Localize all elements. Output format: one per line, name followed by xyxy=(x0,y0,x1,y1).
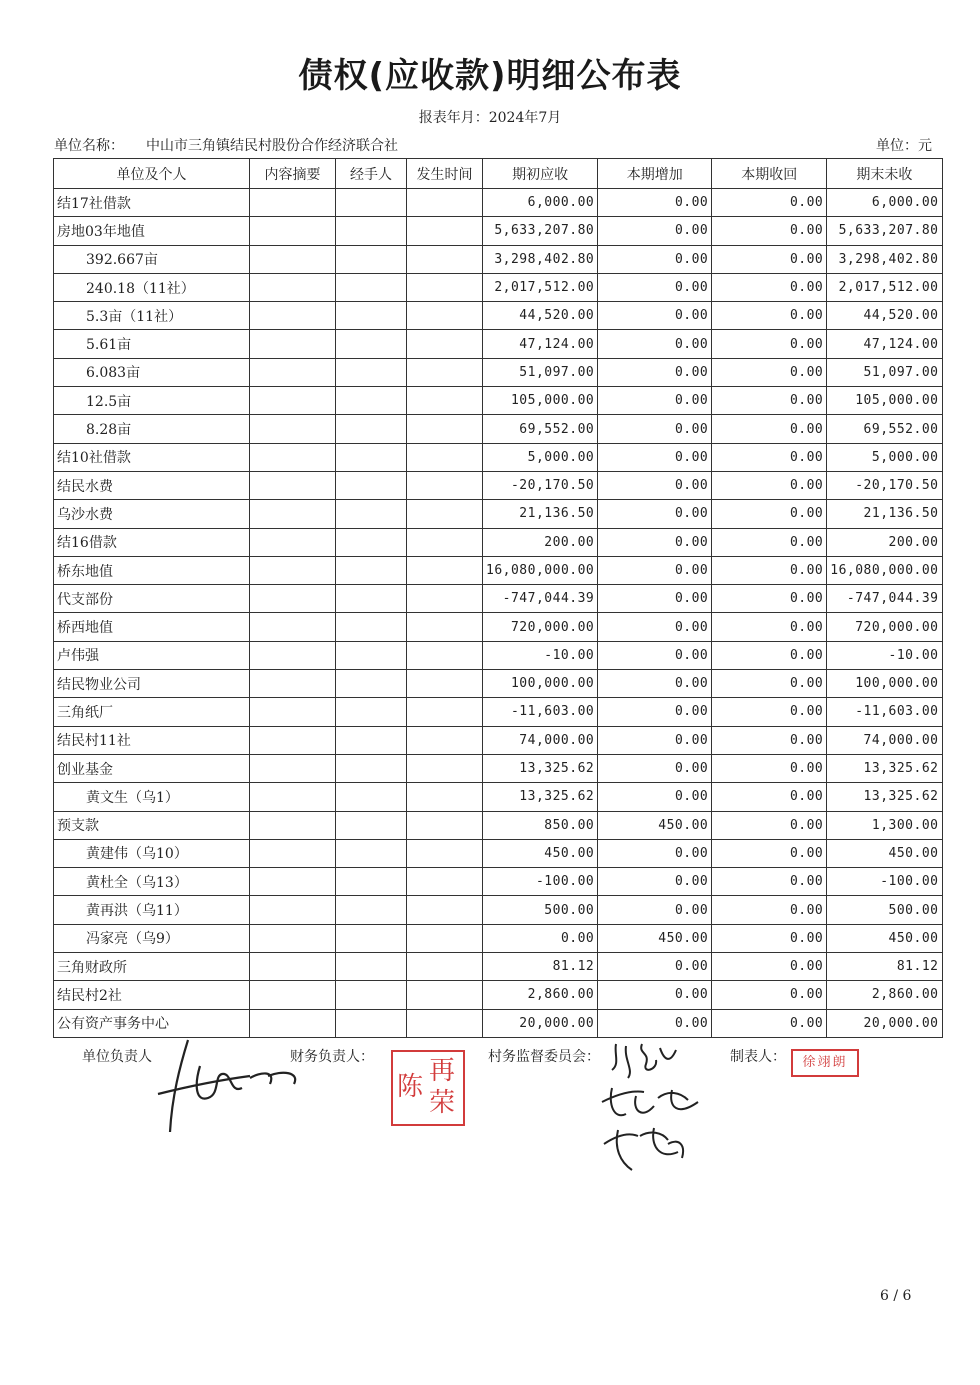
table-row xyxy=(54,387,943,415)
recovered-cell: 0.00 xyxy=(712,189,827,217)
summary-cell xyxy=(250,981,336,1009)
increase-cell: 0.00 xyxy=(598,556,712,584)
row-name-cell: 392.667亩 xyxy=(54,245,250,273)
row-name-cell: 代支部份 xyxy=(54,585,250,613)
handler-cell xyxy=(336,273,407,301)
increase-cell: 0.00 xyxy=(598,641,712,669)
date-cell xyxy=(407,783,483,811)
handler-cell xyxy=(336,245,407,273)
date-cell xyxy=(407,302,483,330)
recovered-cell: 0.00 xyxy=(712,387,827,415)
table-row xyxy=(54,217,943,245)
handler-cell xyxy=(336,811,407,839)
date-cell xyxy=(407,330,483,358)
handler-cell xyxy=(336,641,407,669)
opening-balance-cell: -100.00 xyxy=(483,868,598,896)
opening-balance-cell: 5,000.00 xyxy=(483,443,598,471)
increase-cell: 0.00 xyxy=(598,1009,712,1037)
opening-balance-cell: -11,603.00 xyxy=(483,698,598,726)
increase-cell: 0.00 xyxy=(598,613,712,641)
row-name-cell: 预支款 xyxy=(54,811,250,839)
increase-cell: 0.00 xyxy=(598,302,712,330)
handler-cell xyxy=(336,471,407,499)
table-row xyxy=(54,754,943,782)
row-name-cell: 三角纸厂 xyxy=(54,698,250,726)
opening-balance-cell: 3,298,402.80 xyxy=(483,245,598,273)
handler-cell xyxy=(336,726,407,754)
closing-balance-cell: 200.00 xyxy=(827,528,942,556)
page-title: 债权(应收款)明细公布表 xyxy=(298,56,682,96)
opening-balance-cell: 100,000.00 xyxy=(483,670,598,698)
row-name-cell: 8.28亩 xyxy=(54,415,250,443)
increase-cell: 0.00 xyxy=(598,953,712,981)
date-cell xyxy=(407,415,483,443)
closing-balance-cell: 2,860.00 xyxy=(827,981,942,1009)
recovered-cell: 0.00 xyxy=(712,500,827,528)
date-cell xyxy=(407,387,483,415)
date-cell xyxy=(407,358,483,386)
column-header: 经手人 xyxy=(336,159,407,189)
closing-balance-cell: 450.00 xyxy=(827,839,942,867)
column-header: 发生时间 xyxy=(407,159,483,189)
summary-cell xyxy=(250,953,336,981)
table-row xyxy=(54,726,943,754)
increase-cell: 0.00 xyxy=(598,868,712,896)
recovered-cell: 0.00 xyxy=(712,415,827,443)
opening-balance-cell: -20,170.50 xyxy=(483,471,598,499)
closing-balance-cell: 16,080,000.00 xyxy=(827,556,942,584)
date-cell xyxy=(407,245,483,273)
recovered-cell: 0.00 xyxy=(712,217,827,245)
opening-balance-cell: 81.12 xyxy=(483,953,598,981)
closing-balance-cell: 47,124.00 xyxy=(827,330,942,358)
summary-cell xyxy=(250,387,336,415)
recovered-cell: 0.00 xyxy=(712,811,827,839)
date-cell xyxy=(407,613,483,641)
preparer-label: 制表人： xyxy=(730,1049,786,1065)
opening-balance-cell: 74,000.00 xyxy=(483,726,598,754)
handler-cell xyxy=(336,613,407,641)
summary-cell xyxy=(250,217,336,245)
table-row xyxy=(54,783,943,811)
table-header-row xyxy=(54,159,943,189)
closing-balance-cell: 3,298,402.80 xyxy=(827,245,942,273)
handler-cell xyxy=(336,896,407,924)
increase-cell: 0.00 xyxy=(598,358,712,386)
closing-balance-cell: 13,325.62 xyxy=(827,754,942,782)
date-cell xyxy=(407,839,483,867)
closing-balance-cell: 81.12 xyxy=(827,953,942,981)
row-name-cell: 创业基金 xyxy=(54,754,250,782)
date-cell xyxy=(407,528,483,556)
increase-cell: 0.00 xyxy=(598,387,712,415)
currency-unit: 单位：元 xyxy=(876,138,932,154)
summary-cell xyxy=(250,415,336,443)
opening-balance-cell: 2,017,512.00 xyxy=(483,273,598,301)
date-cell xyxy=(407,641,483,669)
summary-cell xyxy=(250,443,336,471)
handler-cell xyxy=(336,839,407,867)
table-row xyxy=(54,981,943,1009)
table-row xyxy=(54,330,943,358)
opening-balance-cell: 51,097.00 xyxy=(483,358,598,386)
recovered-cell: 0.00 xyxy=(712,443,827,471)
recovered-cell: 0.00 xyxy=(712,245,827,273)
date-cell xyxy=(407,189,483,217)
handler-cell xyxy=(336,698,407,726)
closing-balance-cell: 450.00 xyxy=(827,924,942,952)
increase-cell: 0.00 xyxy=(598,783,712,811)
increase-cell: 0.00 xyxy=(598,443,712,471)
increase-cell: 0.00 xyxy=(598,415,712,443)
unit-head-signature xyxy=(150,1036,310,1136)
increase-cell: 0.00 xyxy=(598,896,712,924)
summary-cell xyxy=(250,726,336,754)
closing-balance-cell: 105,000.00 xyxy=(827,387,942,415)
page-number: 6 / 6 xyxy=(880,1288,912,1304)
handler-cell xyxy=(336,387,407,415)
recovered-cell: 0.00 xyxy=(712,953,827,981)
summary-cell xyxy=(250,924,336,952)
row-name-cell: 结17社借款 xyxy=(54,189,250,217)
finance-head-label: 财务负责人： xyxy=(290,1049,374,1065)
handler-cell xyxy=(336,330,407,358)
closing-balance-cell: 2,017,512.00 xyxy=(827,273,942,301)
date-cell xyxy=(407,698,483,726)
closing-balance-cell: 500.00 xyxy=(827,896,942,924)
unit-info-line xyxy=(54,135,932,155)
row-name-cell: 房地03年地值 xyxy=(54,217,250,245)
table-row xyxy=(54,443,943,471)
closing-balance-cell: 20,000.00 xyxy=(827,1009,942,1037)
table-row xyxy=(54,273,943,301)
table-row xyxy=(54,839,943,867)
summary-cell xyxy=(250,1009,336,1037)
recovered-cell: 0.00 xyxy=(712,1009,827,1037)
opening-balance-cell: 5,633,207.80 xyxy=(483,217,598,245)
summary-cell xyxy=(250,189,336,217)
column-header: 本期增加 xyxy=(598,159,712,189)
opening-balance-cell: 850.00 xyxy=(483,811,598,839)
row-name-cell: 240.18（11社） xyxy=(54,273,250,301)
column-header: 期初应收 xyxy=(483,159,598,189)
summary-cell xyxy=(250,528,336,556)
row-name-cell: 卢伟强 xyxy=(54,641,250,669)
opening-balance-cell: 44,520.00 xyxy=(483,302,598,330)
recovered-cell: 0.00 xyxy=(712,670,827,698)
handler-cell xyxy=(336,924,407,952)
closing-balance-cell: 44,520.00 xyxy=(827,302,942,330)
date-cell xyxy=(407,896,483,924)
recovered-cell: 0.00 xyxy=(712,726,827,754)
summary-cell xyxy=(250,358,336,386)
closing-balance-cell: 100,000.00 xyxy=(827,670,942,698)
increase-cell: 0.00 xyxy=(598,698,712,726)
handler-cell xyxy=(336,868,407,896)
row-name-cell: 冯家亮（乌9） xyxy=(54,924,250,952)
closing-balance-cell: -10.00 xyxy=(827,641,942,669)
increase-cell: 0.00 xyxy=(598,839,712,867)
column-header: 内容摘要 xyxy=(250,159,336,189)
date-cell xyxy=(407,811,483,839)
summary-cell xyxy=(250,839,336,867)
handler-cell xyxy=(336,528,407,556)
increase-cell: 0.00 xyxy=(598,585,712,613)
row-name-cell: 结民物业公司 xyxy=(54,670,250,698)
recovered-cell: 0.00 xyxy=(712,556,827,584)
row-name-cell: 12.5亩 xyxy=(54,387,250,415)
supervision-label: 村务监督委员会： xyxy=(488,1049,600,1065)
row-name-cell: 结民村11社 xyxy=(54,726,250,754)
summary-cell xyxy=(250,641,336,669)
summary-cell xyxy=(250,471,336,499)
recovered-cell: 0.00 xyxy=(712,868,827,896)
handler-cell xyxy=(336,415,407,443)
date-cell xyxy=(407,726,483,754)
opening-balance-cell: 0.00 xyxy=(483,924,598,952)
row-name-cell: 桥东地值 xyxy=(54,556,250,584)
row-name-cell: 结10社借款 xyxy=(54,443,250,471)
closing-balance-cell: -20,170.50 xyxy=(827,471,942,499)
table-row xyxy=(54,528,943,556)
opening-balance-cell: -747,044.39 xyxy=(483,585,598,613)
summary-cell xyxy=(250,585,336,613)
recovered-cell: 0.00 xyxy=(712,528,827,556)
summary-cell xyxy=(250,670,336,698)
unit-head-label: 单位负责人 xyxy=(82,1049,152,1065)
row-name-cell: 黄建伟（乌10） xyxy=(54,839,250,867)
summary-cell xyxy=(250,896,336,924)
increase-cell: 0.00 xyxy=(598,528,712,556)
row-name-cell: 黄杜全（乌13） xyxy=(54,868,250,896)
summary-cell xyxy=(250,245,336,273)
recovered-cell: 0.00 xyxy=(712,273,827,301)
opening-balance-cell: -10.00 xyxy=(483,641,598,669)
handler-cell xyxy=(336,556,407,584)
opening-balance-cell: 500.00 xyxy=(483,896,598,924)
row-name-cell: 结民水费 xyxy=(54,471,250,499)
closing-balance-cell: 51,097.00 xyxy=(827,358,942,386)
summary-cell xyxy=(250,811,336,839)
recovered-cell: 0.00 xyxy=(712,783,827,811)
handler-cell xyxy=(336,217,407,245)
opening-balance-cell: 13,325.62 xyxy=(483,754,598,782)
closing-balance-cell: 69,552.00 xyxy=(827,415,942,443)
increase-cell: 0.00 xyxy=(598,670,712,698)
date-cell xyxy=(407,953,483,981)
date-cell xyxy=(407,1009,483,1037)
closing-balance-cell: -747,044.39 xyxy=(827,585,942,613)
closing-balance-cell: 6,000.00 xyxy=(827,189,942,217)
summary-cell xyxy=(250,783,336,811)
opening-balance-cell: 47,124.00 xyxy=(483,330,598,358)
table-row xyxy=(54,670,943,698)
table-row xyxy=(54,698,943,726)
date-cell xyxy=(407,924,483,952)
table-row xyxy=(54,868,943,896)
opening-balance-cell: 16,080,000.00 xyxy=(483,556,598,584)
column-header: 单位及个人 xyxy=(54,159,250,189)
date-cell xyxy=(407,500,483,528)
table-row xyxy=(54,500,943,528)
increase-cell: 0.00 xyxy=(598,981,712,1009)
increase-cell: 0.00 xyxy=(598,754,712,782)
handler-cell xyxy=(336,754,407,782)
table-row xyxy=(54,245,943,273)
row-name-cell: 结16借款 xyxy=(54,528,250,556)
closing-balance-cell: 74,000.00 xyxy=(827,726,942,754)
table-row xyxy=(54,556,943,584)
date-cell xyxy=(407,471,483,499)
opening-balance-cell: 2,860.00 xyxy=(483,981,598,1009)
summary-cell xyxy=(250,500,336,528)
recovered-cell: 0.00 xyxy=(712,981,827,1009)
table-row xyxy=(54,641,943,669)
handler-cell xyxy=(336,500,407,528)
unit-name: 中山市三角镇结民村股份合作经济联合社 xyxy=(146,138,398,154)
row-name-cell: 黄文生（乌1） xyxy=(54,783,250,811)
date-cell xyxy=(407,443,483,471)
row-name-cell: 5.3亩（11社） xyxy=(54,302,250,330)
row-name-cell: 桥西地值 xyxy=(54,613,250,641)
handler-cell xyxy=(336,1009,407,1037)
date-cell xyxy=(407,273,483,301)
closing-balance-cell: 21,136.50 xyxy=(827,500,942,528)
table-row xyxy=(54,415,943,443)
table-row xyxy=(54,585,943,613)
opening-balance-cell: 20,000.00 xyxy=(483,1009,598,1037)
preparer-seal: 徐翊朗 xyxy=(791,1049,859,1077)
recovered-cell: 0.00 xyxy=(712,471,827,499)
table-row xyxy=(54,189,943,217)
table-row xyxy=(54,924,943,952)
increase-cell: 0.00 xyxy=(598,471,712,499)
handler-cell xyxy=(336,670,407,698)
handler-cell xyxy=(336,189,407,217)
summary-cell xyxy=(250,302,336,330)
recovered-cell: 0.00 xyxy=(712,924,827,952)
opening-balance-cell: 200.00 xyxy=(483,528,598,556)
row-name-cell: 公有资产事务中心 xyxy=(54,1009,250,1037)
summary-cell xyxy=(250,868,336,896)
summary-cell xyxy=(250,613,336,641)
increase-cell: 0.00 xyxy=(598,273,712,301)
row-name-cell: 乌沙水费 xyxy=(54,500,250,528)
recovered-cell: 0.00 xyxy=(712,613,827,641)
summary-cell xyxy=(250,754,336,782)
increase-cell: 0.00 xyxy=(598,330,712,358)
row-name-cell: 黄再洪（乌11） xyxy=(54,896,250,924)
increase-cell: 0.00 xyxy=(598,245,712,273)
row-name-cell: 6.083亩 xyxy=(54,358,250,386)
table-row xyxy=(54,953,943,981)
summary-cell xyxy=(250,556,336,584)
handler-cell xyxy=(336,443,407,471)
recovered-cell: 0.00 xyxy=(712,641,827,669)
increase-cell: 0.00 xyxy=(598,726,712,754)
table-row xyxy=(54,1009,943,1037)
handler-cell xyxy=(336,358,407,386)
row-name-cell: 5.61亩 xyxy=(54,330,250,358)
table-row xyxy=(54,471,943,499)
column-header: 本期收回 xyxy=(712,159,827,189)
increase-cell: 0.00 xyxy=(598,500,712,528)
opening-balance-cell: 450.00 xyxy=(483,839,598,867)
recovered-cell: 0.00 xyxy=(712,358,827,386)
recovered-cell: 0.00 xyxy=(712,585,827,613)
closing-balance-cell: 1,300.00 xyxy=(827,811,942,839)
table-row xyxy=(54,811,943,839)
date-cell xyxy=(407,754,483,782)
finance-head-seal: 再 荣 陈 xyxy=(391,1050,465,1126)
date-cell xyxy=(407,981,483,1009)
opening-balance-cell: 720,000.00 xyxy=(483,613,598,641)
row-name-cell: 三角财政所 xyxy=(54,953,250,981)
column-header: 期末未收 xyxy=(827,159,942,189)
closing-balance-cell: 5,000.00 xyxy=(827,443,942,471)
increase-cell: 450.00 xyxy=(598,924,712,952)
handler-cell xyxy=(336,302,407,330)
summary-cell xyxy=(250,330,336,358)
date-cell xyxy=(407,670,483,698)
date-cell xyxy=(407,217,483,245)
table-row xyxy=(54,358,943,386)
receivables-table xyxy=(53,158,943,1038)
closing-balance-cell: 5,633,207.80 xyxy=(827,217,942,245)
recovered-cell: 0.00 xyxy=(712,698,827,726)
opening-balance-cell: 21,136.50 xyxy=(483,500,598,528)
closing-balance-cell: 13,325.62 xyxy=(827,783,942,811)
handler-cell xyxy=(336,585,407,613)
recovered-cell: 0.00 xyxy=(712,839,827,867)
closing-balance-cell: -11,603.00 xyxy=(827,698,942,726)
supervision-signatures xyxy=(598,1040,718,1180)
summary-cell xyxy=(250,273,336,301)
date-cell xyxy=(407,556,483,584)
recovered-cell: 0.00 xyxy=(712,330,827,358)
row-name-cell: 结民村2社 xyxy=(54,981,250,1009)
recovered-cell: 0.00 xyxy=(712,754,827,782)
opening-balance-cell: 69,552.00 xyxy=(483,415,598,443)
increase-cell: 0.00 xyxy=(598,217,712,245)
recovered-cell: 0.00 xyxy=(712,302,827,330)
opening-balance-cell: 13,325.62 xyxy=(483,783,598,811)
increase-cell: 450.00 xyxy=(598,811,712,839)
opening-balance-cell: 6,000.00 xyxy=(483,189,598,217)
unit-name-label: 单位名称： xyxy=(54,138,124,154)
table-row xyxy=(54,896,943,924)
table-row xyxy=(54,302,943,330)
closing-balance-cell: -100.00 xyxy=(827,868,942,896)
report-date: 报表年月：2024年7月 xyxy=(418,110,562,126)
summary-cell xyxy=(250,698,336,726)
handler-cell xyxy=(336,953,407,981)
closing-balance-cell: 720,000.00 xyxy=(827,613,942,641)
recovered-cell: 0.00 xyxy=(712,896,827,924)
opening-balance-cell: 105,000.00 xyxy=(483,387,598,415)
date-cell xyxy=(407,868,483,896)
date-cell xyxy=(407,585,483,613)
increase-cell: 0.00 xyxy=(598,189,712,217)
handler-cell xyxy=(336,783,407,811)
table-row xyxy=(54,613,943,641)
handler-cell xyxy=(336,981,407,1009)
